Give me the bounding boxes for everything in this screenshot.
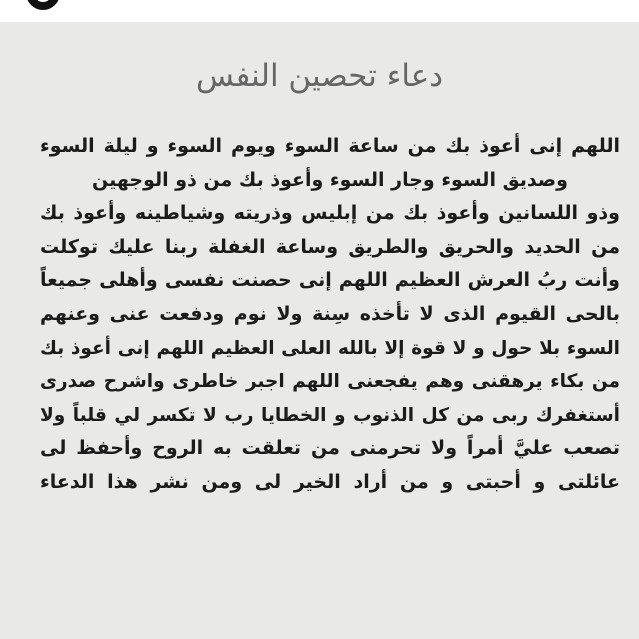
prayer-title: دعاء تحصين النفس [195,58,444,94]
prayer-line-11: عائلتى و أحبتى و من أراد الخير لى ومن نشر هذا الدعاء [40,470,620,493]
prayer-line-2: وصديق السوء وجار السوء وأعوذ بك من ذو الوجهين [92,168,568,191]
prayer-line-3: وذو اللسانين وأعوذ بك من إبليس وذريته وشياطينه وأعوذ بك [40,202,620,225]
prayer-line-5: وأنت ربُ العرش العظيم اللهم إنى حصنت نفسى وأهلى جميعاً [40,269,620,292]
prayer-line-8: من بكاء يرهقنى وهم يفجعنى اللهم اجبر خاطرى واشرح صدرى [40,371,620,393]
prayer-line-4: من الحديد والحريق والطريق وساعة الغفلة ربنا عليك توكلت [40,235,620,258]
prayer-line-7: السوء بلا حول و لا قوة إلا بالله العلى العظيم اللهم إنى أعوذ بك [40,337,620,359]
prayer-line-10: تصعب عليَّ أمراً ولا تحرمنى من تعلقت به الروح وأحفظ لى [40,437,620,460]
prayer-line-9: أستغفرك ربى من كل الذنوب و الخطايا رب لا تكسر لي قلباً ولا [40,404,620,426]
prayer-line-6: بالحى القيوم الذى لا تأخذه سِنة ولا نوم ودفعت عنى وعنهم [40,302,620,325]
cropped-letter-shape [26,0,60,10]
prayer-line-1: اللهم إنى أعوذ بك من ساعة السوء ويوم السوء و ليلة السوء [40,135,620,157]
prayer-text [40,130,620,500]
